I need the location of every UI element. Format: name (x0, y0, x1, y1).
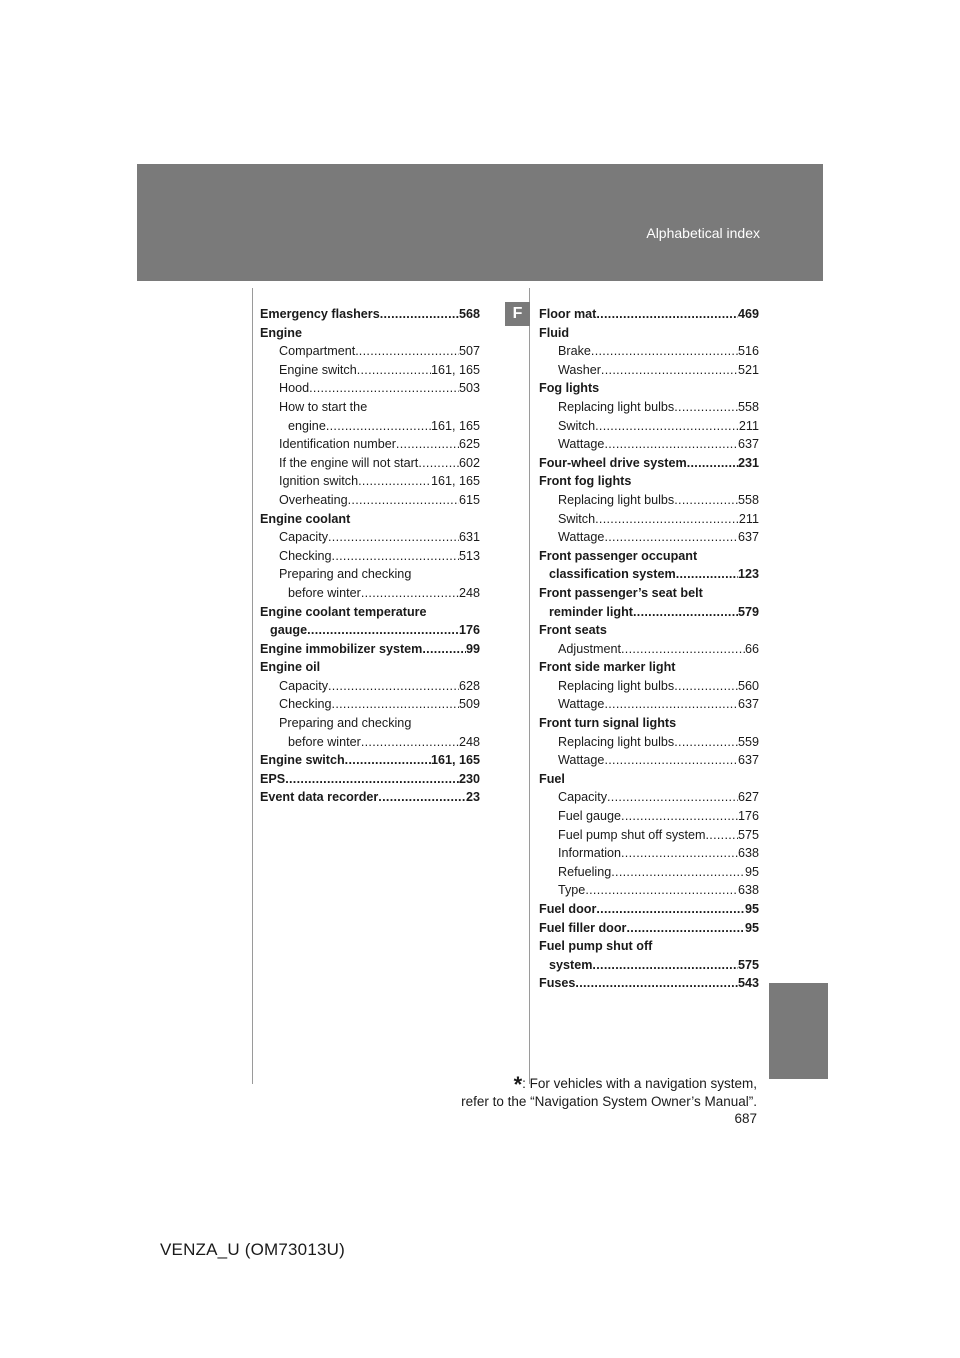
index-letter-badge: F (505, 302, 530, 326)
dot-leader (674, 733, 738, 752)
index-entry (539, 379, 759, 398)
index-entry (539, 844, 759, 863)
dot-leader (607, 788, 738, 807)
index-entry-term: Identification number (279, 437, 396, 452)
index-entry-term: Fog lights (539, 381, 600, 396)
index-entry-term: Front fog lights (539, 474, 632, 489)
index-entry (260, 379, 480, 398)
index-entry-page: 509 (458, 697, 480, 712)
dot-leader (611, 863, 745, 882)
index-entry (260, 398, 480, 417)
index-entry (260, 417, 480, 436)
dot-leader (601, 361, 738, 380)
index-entry-page: 637 (737, 753, 759, 768)
index-entry-page: 579 (737, 604, 759, 619)
index-entry-page: 248 (458, 734, 480, 749)
dot-leader (604, 528, 738, 547)
dot-leader (676, 565, 738, 584)
footnote (461, 1072, 757, 1110)
dot-leader (621, 844, 738, 863)
index-entry-term: Checking (279, 697, 332, 712)
dot-leader (396, 435, 459, 454)
column-rule-middle (529, 288, 530, 1084)
index-entry-page: 123 (737, 567, 759, 582)
index-entry-page: 558 (737, 492, 759, 507)
index-entry (539, 770, 759, 789)
index-entry-page: 231 (737, 455, 759, 470)
index-entry (539, 695, 759, 714)
dot-leader (604, 435, 738, 454)
index-entry-page: 568 (458, 307, 480, 321)
dot-leader (285, 770, 459, 789)
index-entry-term: Front passenger’s seat belt (539, 585, 703, 600)
index-entry-term: Fuel filler door (539, 920, 627, 935)
index-entry-term: Engine oil (260, 660, 321, 675)
index-entry (260, 733, 480, 752)
dot-leader (674, 491, 738, 510)
dot-leader (604, 695, 738, 714)
index-entry-term: Replacing light bulbs (558, 678, 675, 693)
index-entry-term: Checking (279, 548, 332, 563)
index-entry-term: Brake (558, 344, 591, 359)
index-entry-page: 161, 165 (430, 474, 480, 489)
dot-leader (358, 472, 431, 491)
index-entry (539, 788, 759, 807)
dot-leader (596, 900, 745, 919)
dot-leader (621, 640, 745, 659)
index-entry-page: 516 (737, 344, 759, 359)
document-code: VENZA_U (OM73013U) (160, 1240, 345, 1259)
index-entry (260, 621, 480, 640)
index-entry-page: 543 (737, 976, 759, 991)
index-entry-page: 161, 165 (430, 418, 480, 433)
index-entry-page: 161, 165 (430, 362, 480, 377)
index-entry-page: 602 (458, 455, 480, 470)
index-entry (539, 751, 759, 770)
index-entry-term: Replacing light bulbs (558, 734, 675, 749)
index-entry-page: 95 (744, 864, 759, 879)
dot-leader (309, 379, 459, 398)
index-column-left (260, 305, 480, 807)
index-entry-term: before winter (288, 585, 361, 600)
index-entry-term: Wattage (558, 697, 605, 712)
index-entry (539, 937, 759, 956)
index-entry-page: 560 (737, 678, 759, 693)
index-entry-page: 628 (458, 678, 480, 693)
dot-leader (332, 695, 459, 714)
index-entry-term: Fuel (539, 771, 565, 786)
dot-leader (674, 677, 738, 696)
dot-leader (345, 751, 431, 770)
dot-leader (378, 788, 466, 807)
index-entry-term: Engine (260, 325, 302, 340)
index-entry-term: Four-wheel drive system (539, 455, 687, 470)
index-entry-page: 176 (458, 623, 480, 638)
index-entry (539, 826, 759, 845)
index-entry (260, 491, 480, 510)
index-entry-term: Fluid (539, 325, 570, 340)
index-entry-page: 637 (737, 697, 759, 712)
dot-leader (595, 510, 739, 529)
index-entry (539, 547, 759, 566)
index-entry (260, 788, 480, 807)
index-entry (539, 714, 759, 733)
index-entry-term: Replacing light bulbs (558, 492, 675, 507)
index-entry-term: reminder light (549, 604, 633, 619)
index-entry (539, 584, 759, 603)
index-entry-term: Switch (558, 418, 596, 433)
index-entry (260, 454, 480, 473)
index-entry-term: Capacity (279, 678, 328, 693)
index-entry-term: before winter (288, 734, 361, 749)
index-entry-term: Engine switch (279, 362, 357, 377)
index-entry-term: system (549, 957, 593, 972)
index-entry-page: 631 (458, 530, 480, 545)
index-entry-term: classification system (549, 567, 676, 582)
index-entry-term: Front seats (539, 623, 607, 638)
index-entry-term: Wattage (558, 437, 605, 452)
index-entry-term: engine (288, 418, 326, 433)
index-entry-term: Replacing light bulbs (558, 399, 675, 414)
index-entry-term: Capacity (279, 530, 328, 545)
index-entry (539, 324, 759, 343)
footnote-marker: * (513, 1072, 523, 1097)
index-entry-term: Front side marker light (539, 660, 676, 675)
index-entry (260, 361, 480, 380)
footnote-line-2: refer to the “Navigation System Owner’s Manual”. (461, 1094, 757, 1109)
index-entry (539, 454, 759, 473)
index-entry (539, 398, 759, 417)
index-entry-term: Fuses (539, 976, 576, 991)
index-entry (260, 640, 480, 659)
index-entry (539, 881, 759, 900)
dot-leader (328, 528, 459, 547)
index-entry (539, 621, 759, 640)
index-entry-page: 95 (744, 920, 759, 935)
index-entry (539, 733, 759, 752)
dot-leader (326, 417, 431, 436)
dot-leader (332, 547, 459, 566)
index-entry-page: 66 (744, 641, 759, 656)
index-entry (260, 751, 480, 770)
index-entry-term: Event data recorder (260, 790, 379, 805)
index-entry (539, 361, 759, 380)
index-entry-term: gauge (270, 623, 308, 638)
index-entry-term: Type (558, 883, 586, 898)
footnote-line-1: : For vehicles with a navigation system, (522, 1076, 757, 1091)
index-entry-term: Capacity (558, 790, 607, 805)
index-entry (539, 565, 759, 584)
index-entry-page: 625 (458, 437, 480, 452)
index-entry (539, 528, 759, 547)
dot-leader (348, 491, 459, 510)
index-entry (539, 603, 759, 622)
index-entry-page: 23 (465, 790, 480, 805)
index-entry (539, 974, 759, 993)
index-entry (260, 603, 480, 622)
index-entry-page: 211 (738, 511, 759, 526)
index-entry-term: Washer (558, 362, 601, 377)
index-entry (260, 547, 480, 566)
dot-leader (328, 677, 459, 696)
index-entry-term: Ignition switch (279, 474, 359, 489)
index-entry (539, 677, 759, 696)
index-entry-term: Fuel pump shut off system (558, 827, 706, 842)
index-entry (260, 714, 480, 733)
index-entry-term: Preparing and checking (279, 567, 412, 582)
index-entry-term: Engine immobilizer system (260, 641, 423, 656)
index-entry (539, 900, 759, 919)
index-entry-term: Information (558, 846, 621, 861)
index-entry (260, 435, 480, 454)
dot-leader (633, 603, 738, 622)
index-entry-term: Adjustment (558, 641, 621, 656)
index-entry (539, 919, 759, 938)
index-entry-page: 176 (737, 809, 759, 824)
index-entry (260, 565, 480, 584)
index-entry (539, 491, 759, 510)
index-entry-term: Compartment. (279, 344, 359, 359)
dot-leader (626, 919, 745, 938)
index-entry-term: How to start the (279, 399, 368, 414)
index-entry-page: 211 (738, 418, 759, 433)
index-column-right (539, 305, 759, 993)
index-entry (539, 807, 759, 826)
index-entry-term: Wattage (558, 753, 605, 768)
index-entry-term: Preparing and checking (279, 716, 412, 731)
index-entry (260, 770, 480, 789)
index-entry-page: 575 (737, 827, 759, 842)
index-entry-page: 513 (458, 548, 480, 563)
index-entry-term: Switch (558, 511, 596, 526)
dot-leader (418, 454, 459, 473)
index-entry-page: 638 (737, 883, 759, 898)
index-entry-page: 558 (737, 399, 759, 414)
index-entry (539, 435, 759, 454)
dot-leader (575, 974, 738, 993)
index-entry-term: Engine coolant (260, 511, 351, 526)
index-entry-term: Overheating (279, 492, 348, 507)
index-entry-term: Refueling (558, 864, 612, 879)
dot-leader (604, 751, 738, 770)
index-entry (260, 510, 480, 529)
index-entry-term: Engine switch (260, 753, 345, 768)
index-entry-page: 559 (737, 734, 759, 749)
index-entry (260, 658, 480, 677)
index-entry-page: 637 (737, 530, 759, 545)
column-rule-left (252, 288, 253, 1084)
index-entry-page: 161, 165 (430, 753, 480, 768)
index-entry-term: Fuel door (539, 902, 597, 916)
header-band (137, 164, 823, 281)
index-entry-page: 521 (737, 362, 759, 377)
index-entry (539, 640, 759, 659)
index-entry-term: EPS (260, 771, 286, 786)
index-entry (539, 342, 759, 361)
dot-leader (596, 305, 738, 324)
index-entry-term: Front turn signal lights (539, 716, 677, 731)
index-entry-page: 248 (458, 585, 480, 600)
dot-leader (621, 807, 738, 826)
dot-leader (380, 305, 459, 324)
index-entry-term: Engine coolant temperature (260, 604, 427, 619)
index-entry-term: Front passenger occupant (539, 548, 698, 563)
dot-leader (592, 956, 738, 975)
index-entry-page: 469 (737, 307, 759, 321)
index-entry-term: Emergency flashers (260, 307, 380, 321)
index-entry (260, 528, 480, 547)
page-number: 687 (734, 1111, 757, 1126)
index-entry-page: 637 (737, 437, 759, 452)
index-entry (539, 417, 759, 436)
index-entry (539, 863, 759, 882)
index-entry (260, 472, 480, 491)
index-entry-term: Floor mat (539, 307, 597, 321)
dot-leader (674, 398, 738, 417)
index-entry (539, 305, 759, 324)
index-entry (539, 956, 759, 975)
index-entry (260, 342, 480, 361)
dot-leader (361, 584, 459, 603)
dot-leader (585, 881, 738, 900)
index-entry (539, 658, 759, 677)
index-entry-term: If the engine will not start (279, 455, 419, 470)
index-entry (539, 472, 759, 491)
dot-leader (357, 361, 431, 380)
dot-leader (595, 417, 739, 436)
index-entry (260, 305, 480, 324)
index-entry-page: 230 (458, 771, 480, 786)
index-entry-term: Wattage (558, 530, 605, 545)
index-entry-term: Fuel gauge (558, 809, 622, 824)
index-entry-page: 615 (458, 492, 480, 507)
dot-leader (705, 826, 738, 845)
index-entry (260, 324, 480, 343)
index-entry (260, 695, 480, 714)
index-entry (260, 677, 480, 696)
index-entry (260, 584, 480, 603)
dot-leader (361, 733, 459, 752)
dot-leader (422, 640, 466, 659)
dot-leader (591, 342, 738, 361)
index-entry-page: 99 (465, 641, 480, 656)
dot-leader (687, 454, 738, 473)
index-entry-term: Hood (279, 381, 310, 396)
index-entry-page: 95 (744, 902, 759, 916)
chapter-tab (769, 983, 828, 1079)
dot-leader (359, 342, 459, 361)
index-entry (539, 510, 759, 529)
section-title: Alphabetical index (646, 225, 760, 241)
index-entry-page: 507 (458, 344, 480, 359)
dot-leader (307, 621, 459, 640)
index-entry-page: 627 (737, 790, 759, 805)
index-entry-page: 503 (458, 381, 480, 396)
index-entry-term: Fuel pump shut off (539, 939, 653, 954)
index-entry-page: 575 (737, 957, 759, 972)
index-entry-page: 638 (737, 846, 759, 861)
